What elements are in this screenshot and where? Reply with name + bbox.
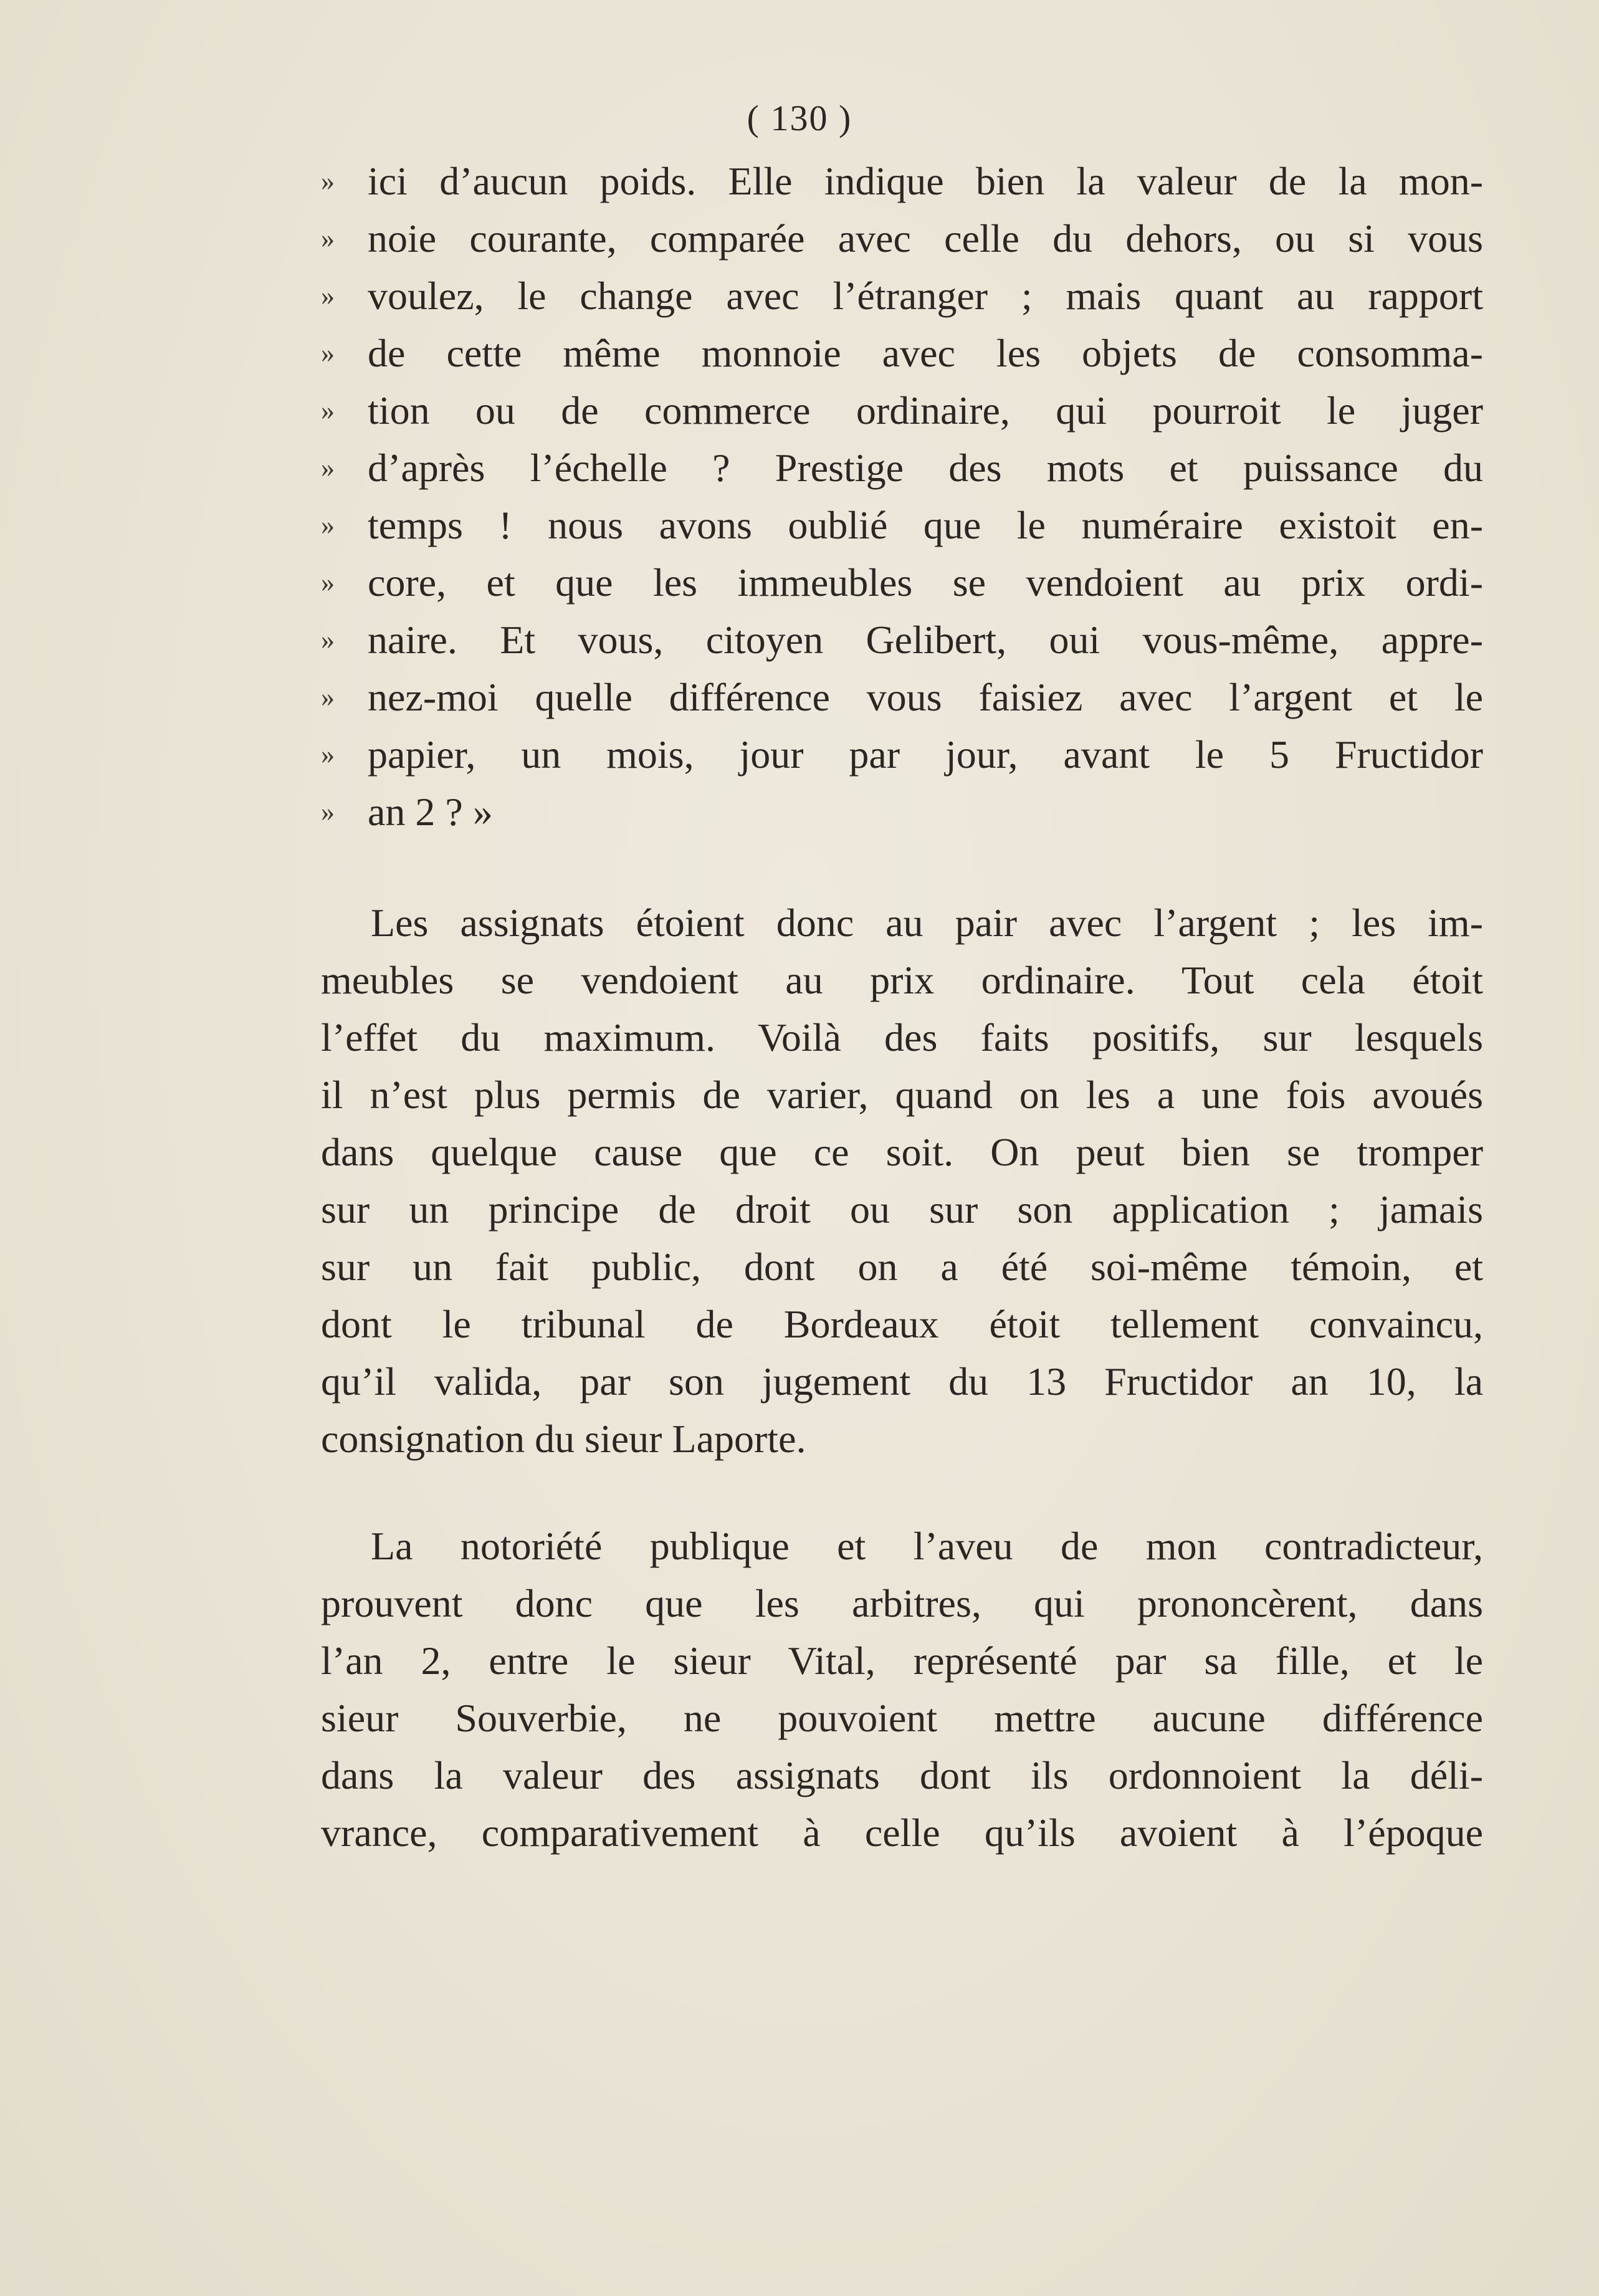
paragraph-line: vrance, comparativement à celle qu’ils avoient à l’époque — [321, 1810, 1483, 1855]
paragraph-assignats — [321, 894, 1483, 1468]
quote-line-text: d’après l’échelle ? Prestige des mots et puissance du — [368, 446, 1483, 490]
guillemet-mark: » — [321, 395, 335, 426]
quote-line-text: tion ou de commerce ordinaire, qui pourroit le juger — [368, 388, 1483, 433]
guillemet-mark: » — [321, 567, 335, 598]
paragraph-line: sur un principe de droit ou sur son application ; jamais — [321, 1187, 1483, 1232]
quote-line — [321, 325, 1483, 382]
paragraph-line: Les assignats étoient donc au pair avec l’argent ; les im- — [371, 901, 1483, 945]
quote-line-text: naire. Et vous, citoyen Gelibert, oui vous-même, appre- — [368, 618, 1483, 662]
paragraph-line: meubles se vendoient au prix ordinaire. Tout cela étoit — [321, 958, 1483, 1002]
page-number: ( 130 ) — [747, 98, 852, 138]
quote-line-text: de cette même monnoie avec les objets de consomma- — [368, 331, 1483, 375]
paragraph-line: consignation du sieur Laporte. — [321, 1417, 806, 1461]
paragraph-line: prouvent donc que les arbitres, qui prononcèrent, dans — [321, 1581, 1483, 1625]
quote-line — [321, 497, 1483, 554]
quote-line — [321, 554, 1483, 611]
quote-line — [321, 153, 1483, 210]
quotation-block — [321, 153, 1483, 841]
quote-line — [321, 439, 1483, 497]
quote-line-text: noie courante, comparée avec celle du dehors, ou si vous — [368, 216, 1483, 261]
guillemet-mark: » — [321, 682, 335, 712]
guillemet-mark: » — [321, 166, 335, 196]
quote-line — [321, 669, 1483, 726]
quote-line-text: voulez, le change avec l’étranger ; mais quant au rapport — [368, 274, 1483, 318]
guillemet-mark: » — [321, 223, 335, 254]
paragraph-line: dans quelque cause que ce soit. On peut bien se tromper — [321, 1130, 1483, 1174]
quote-line — [321, 382, 1483, 439]
quote-line — [321, 783, 1483, 841]
quote-line — [321, 267, 1483, 325]
quote-line — [321, 611, 1483, 669]
quote-line-text: temps ! nous avons oublié que le numéraire existoit en- — [368, 503, 1483, 547]
guillemet-mark: » — [321, 280, 335, 311]
guillemet-mark: » — [321, 452, 335, 483]
paragraph-line: il n’est plus permis de varier, quand on les a une fois avoués — [321, 1073, 1483, 1117]
guillemet-mark: » — [321, 624, 335, 655]
paragraph-line: sieur Souverbie, ne pouvoient mettre aucune différence — [321, 1696, 1483, 1740]
guillemet-mark: » — [321, 510, 335, 540]
quote-line-text: an 2 ? » — [368, 790, 493, 834]
quote-line-text: papier, un mois, jour par jour, avant le 5 Fructidor — [368, 732, 1483, 777]
quote-line-text: ici d’aucun poids. Elle indique bien la valeur de la mon- — [368, 159, 1483, 203]
paragraph-line: dans la valeur des assignats dont ils ordonnoient la déli- — [321, 1753, 1483, 1797]
paragraph-line: La notoriété publique et l’aveu de mon contradicteur, — [371, 1524, 1483, 1568]
guillemet-mark: » — [321, 796, 335, 827]
quote-line — [321, 210, 1483, 267]
guillemet-mark: » — [321, 739, 335, 770]
guillemet-mark: » — [321, 338, 335, 368]
quote-line-text: core, et que les immeubles se vendoient au prix ordi- — [368, 560, 1483, 605]
paragraph-line: l’effet du maximum. Voilà des faits positifs, sur lesquels — [321, 1015, 1483, 1060]
paragraph-line: qu’il valida, par son jugement du 13 Fructidor an 10, la — [321, 1359, 1483, 1404]
paragraph-line: dont le tribunal de Bordeaux étoit tellement convaincu, — [321, 1302, 1483, 1346]
quote-line — [321, 726, 1483, 783]
paragraph-line: l’an 2, entre le sieur Vital, représenté par sa fille, et le — [321, 1638, 1483, 1683]
paragraph-notoriete — [321, 1518, 1483, 1862]
paragraph-line: sur un fait public, dont on a été soi-même témoin, et — [321, 1245, 1483, 1289]
quote-line-text: nez-moi quelle différence vous faisiez avec l’argent et le — [368, 675, 1483, 719]
